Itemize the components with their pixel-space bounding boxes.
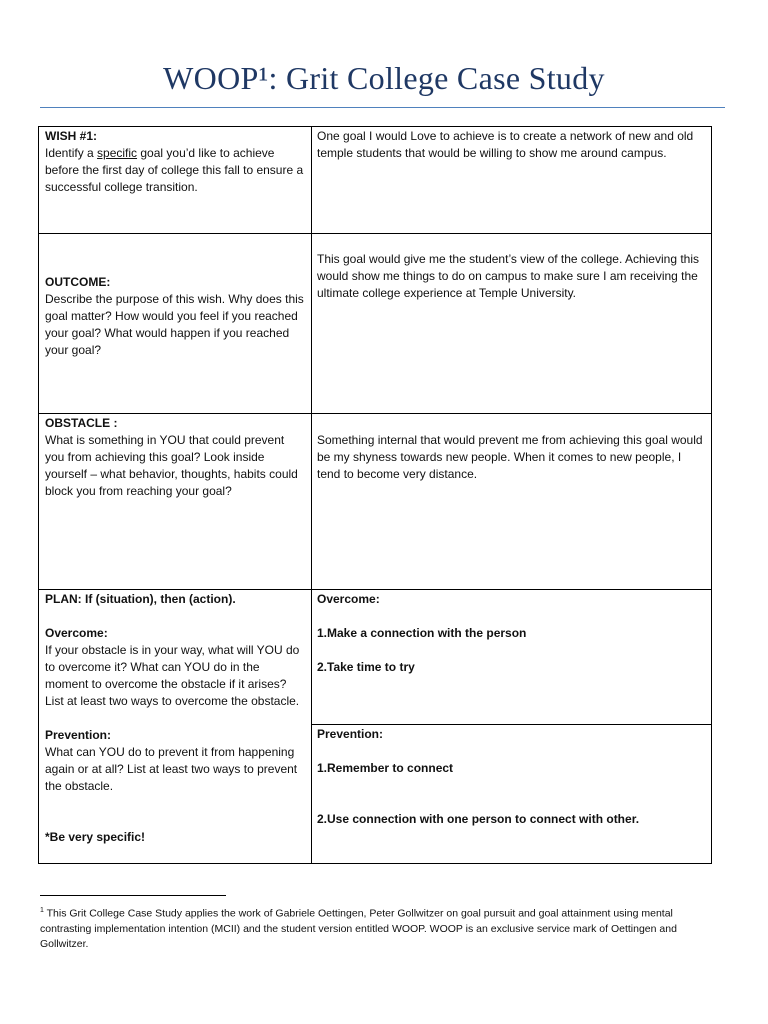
footnote-text: This Grit College Case Study applies the work of Gabriele Oettingen, Peter Gollwitzer on goal pursuit and goal attainment using mental contrasting implementation intention (MCII) and the student version entitled WOOP. WOOP is an exclusive service mark of Oettingen and Gollwitzer. <box>40 907 677 950</box>
footnote-divider <box>40 895 226 896</box>
outcome-prompt-cell <box>39 273 311 360</box>
outcome-prompt: Describe the purpose of this wish. Why does this goal matter? How would you feel if you reached your goal? What would happen if you reached your goal? <box>45 292 304 357</box>
plan-prompt-cell <box>39 590 311 847</box>
overcome-answer-cell <box>311 590 711 677</box>
overcome-answer-label: Overcome: <box>317 592 380 606</box>
wish-prompt: Identify a specific goal you’d like to achieve before the first day of college this fall to ensure a successful college transition. <box>45 146 304 194</box>
footnote-marker: 1 <box>40 907 44 914</box>
outcome-label: OUTCOME: <box>45 275 111 289</box>
footnote <box>40 903 720 952</box>
prevention-answer-item: 2.Use connection with one person to connect with other. <box>317 812 640 826</box>
prevention-prompt: What can YOU do to prevent it from happening again or at all? List at least two ways to prevent the obstacle. <box>45 745 298 793</box>
obstacle-answer: Something internal that would prevent me from achieving this goal would be my shyness towards new people. When it comes to new people, I tend to become very distance. <box>317 433 703 481</box>
obstacle-prompt-cell <box>39 414 311 501</box>
wish-label: WISH #1: <box>45 129 98 143</box>
prevention-label: Prevention: <box>45 728 112 742</box>
outcome-answer-cell <box>311 250 711 303</box>
woop-table <box>38 126 712 864</box>
outcome-answer: This goal would give me the student’s view of the college. Achieving this would show me things to do on campus to make sure I am receiving the ultimate college experience at Temple University. <box>317 252 699 300</box>
prevention-answer-item: 1.Remember to connect <box>317 761 454 775</box>
overcome-prompt: If your obstacle is in your way, what will YOU do to overcome it? What can YOU do in the moment to overcome the obstacle if it arises? List at least two ways to overcome the obstacle. <box>45 643 300 708</box>
overcome-answer-item: 1.Make a connection with the person <box>317 626 527 640</box>
wish-prompt-cell <box>39 127 311 197</box>
title-divider <box>40 107 725 108</box>
wish-answer-cell <box>311 127 711 163</box>
overcome-answer-item: 2.Take time to try <box>317 660 415 674</box>
overcome-label: Overcome: <box>45 626 108 640</box>
row-divider <box>39 233 711 234</box>
prevention-answer-label: Prevention: <box>317 727 384 741</box>
prevention-answer-cell <box>311 725 711 829</box>
obstacle-prompt: What is something in YOU that could prevent you from achieving this goal? Look inside yourself – what behavior, thoughts, habits could block you from reaching your goal? <box>45 433 298 498</box>
obstacle-answer-cell <box>311 431 711 484</box>
obstacle-label: OBSTACLE : <box>45 416 118 430</box>
wish-answer: One goal I would Love to achieve is to create a network of new and old temple students that would be willing to show me around campus. <box>317 129 694 160</box>
plan-label: PLAN: If (situation), then (action). <box>45 592 236 606</box>
page-title: WOOP¹: Grit College Case Study <box>163 60 605 96</box>
specific-note: *Be very specific! <box>45 830 146 844</box>
